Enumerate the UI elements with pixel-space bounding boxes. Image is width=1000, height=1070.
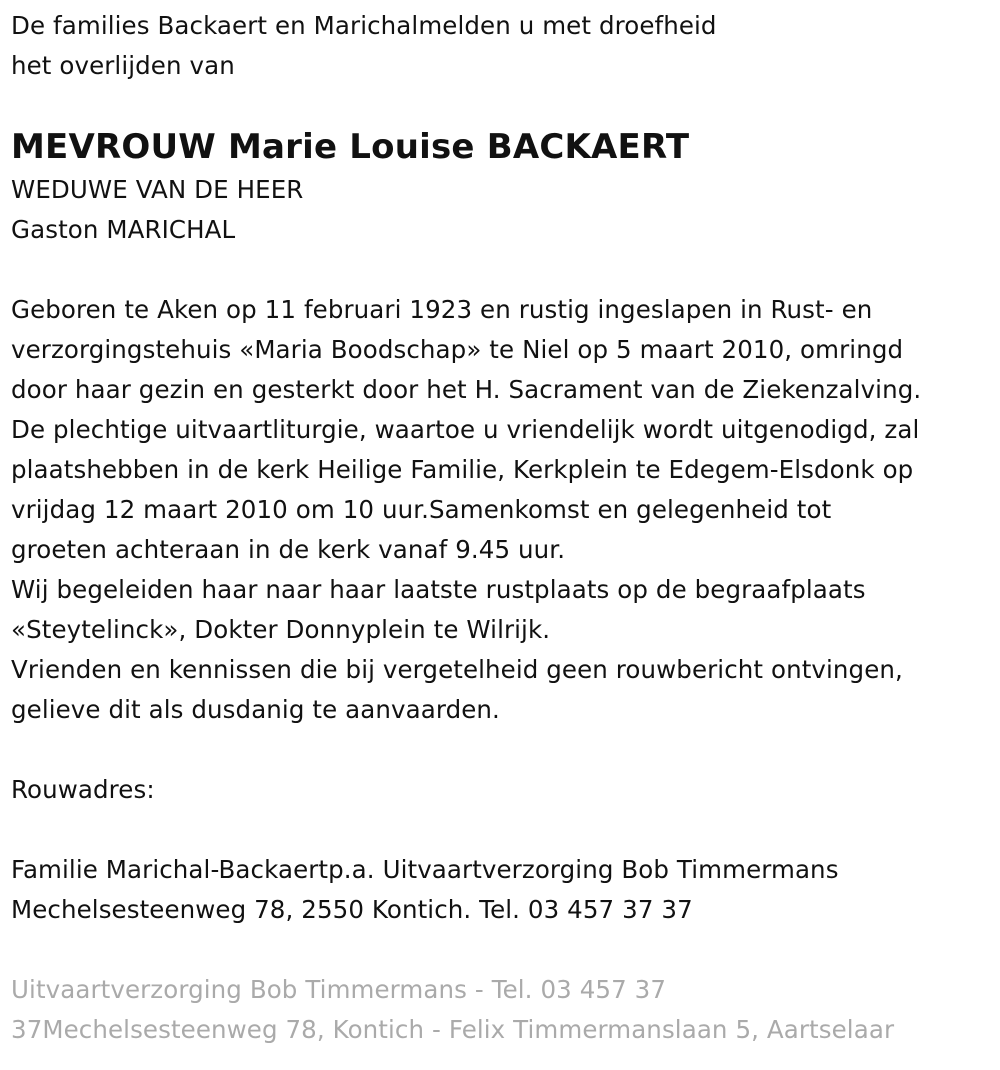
body-line: Wij begeleiden haar naar haar laatste rustplaats op de begraafplaats	[11, 575, 866, 604]
spacer	[11, 730, 1000, 770]
spacer	[11, 930, 1000, 970]
spacer	[11, 810, 1000, 850]
spouse-name: Gaston MARICHAL	[11, 215, 236, 244]
intro-line: De families Backaert en Marichalmelden u met droefheid	[11, 11, 717, 40]
address-line: Mechelsesteenweg 78, 2550 Kontich. Tel. 03 457 37 37	[11, 895, 693, 924]
body-line: De plechtige uitvaartliturgie, waartoe u vriendelijk wordt uitgenodigd, zal	[11, 415, 920, 444]
address-section	[11, 850, 1000, 930]
body-line: Geboren te Aken op 11 februari 1923 en rustig ingeslapen in Rust- en	[11, 295, 873, 324]
body-line: Vrienden en kennissen die bij vergetelheid geen rouwbericht ontvingen,	[11, 655, 903, 684]
widow-of-line: WEDUWE VAN DE HEER	[11, 175, 304, 204]
body-line: vrijdag 12 maart 2010 om 10 uur.Samenkomst en gelegenheid tot	[11, 495, 832, 524]
body-line: door haar gezin en gesterkt door het H. Sacrament van de Ziekenzalving.	[11, 375, 922, 404]
body-line: groeten achteraan in de kerk vanaf 9.45 uur.	[11, 535, 566, 564]
address-label: Rouwadres:	[11, 775, 155, 804]
footer-line: 37Mechelsesteenweg 78, Kontich - Felix Timmermanslaan 5, Aartselaar	[11, 1015, 895, 1044]
body-line: gelieve dit als dusdanig te aanvaarden.	[11, 695, 500, 724]
body-line: «Steytelinck», Dokter Donnyplein te Wilrijk.	[11, 615, 551, 644]
footer	[11, 970, 1000, 1050]
body-text	[11, 290, 1000, 730]
address-line: Familie Marichal-Backaertp.a. Uitvaartverzorging Bob Timmermans	[11, 855, 839, 884]
deceased-name: MEVROUW Marie Louise BACKAERT	[11, 127, 690, 167]
spacer	[11, 250, 1000, 290]
body-line: verzorgingstehuis «Maria Boodschap» te Niel op 5 maart 2010, omringd	[11, 335, 904, 364]
intro-section	[11, 6, 1000, 86]
body-line: plaatshebben in de kerk Heilige Familie, Kerkplein te Edegem-Elsdonk op	[11, 455, 914, 484]
footer-line: Uitvaartverzorging Bob Timmermans - Tel. 03 457 37	[11, 975, 667, 1004]
intro-line: het overlijden van	[11, 51, 235, 80]
